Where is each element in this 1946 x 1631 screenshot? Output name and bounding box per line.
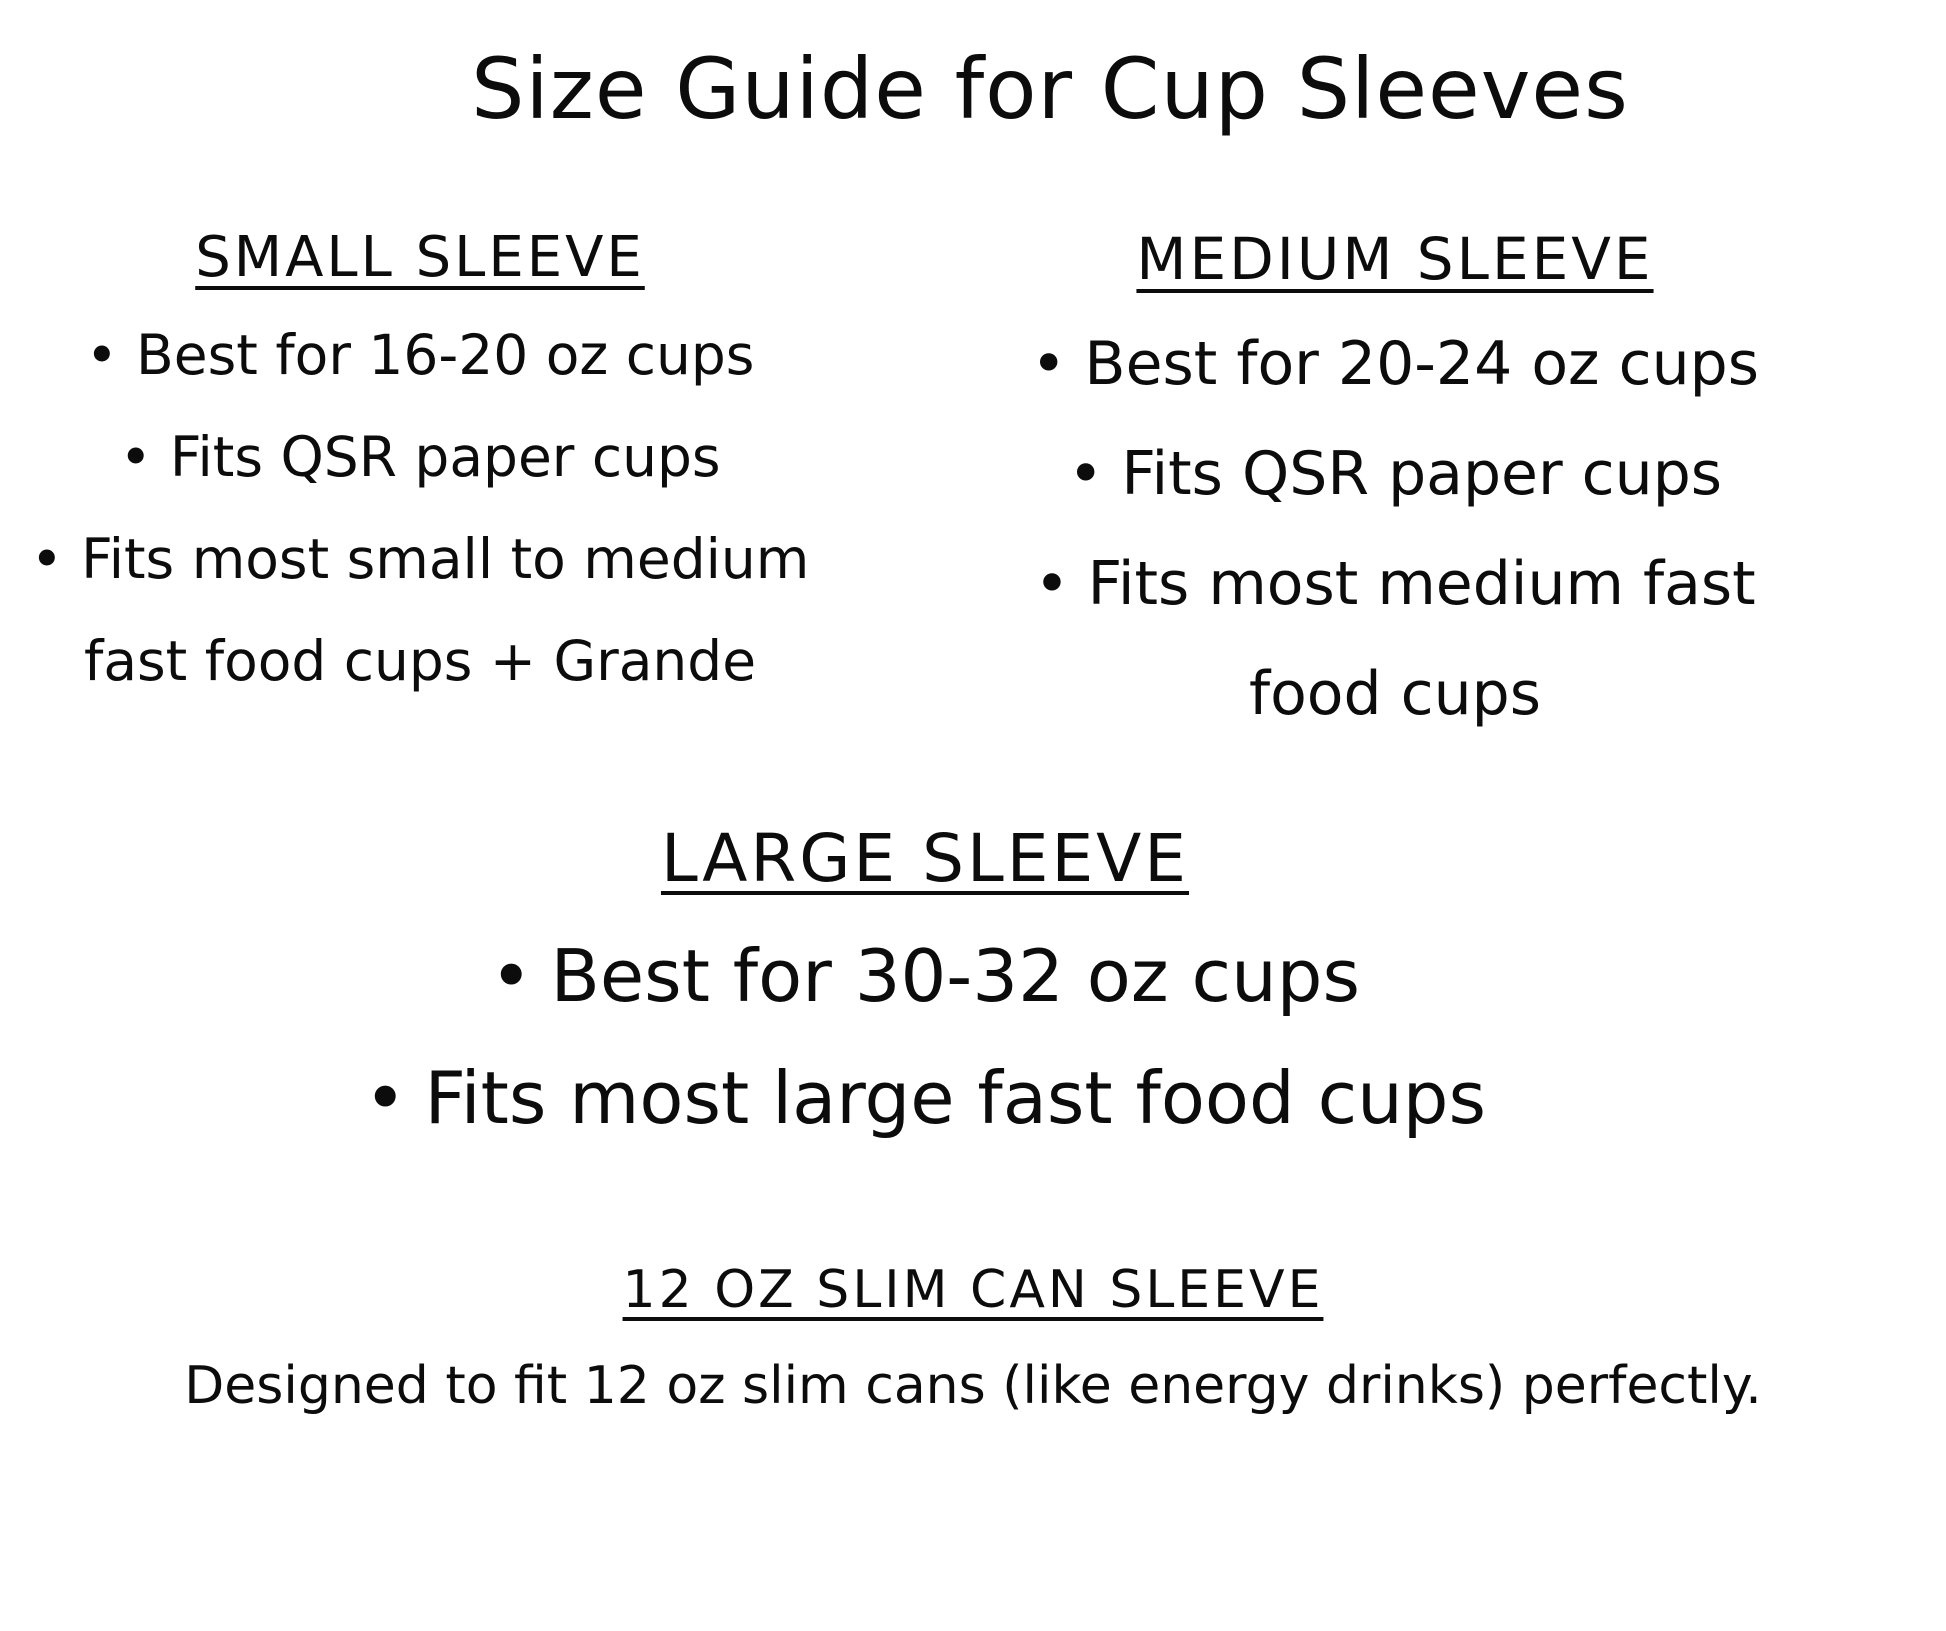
medium-sleeve-line-1: Best for 20-24 oz cups — [1084, 329, 1759, 399]
bullet-icon: • — [119, 425, 152, 489]
small-sleeve-section — [0, 225, 840, 712]
slim-can-sleeve-description: Designed to fit 12 oz slim cans (like energy drinks) perfectly. — [184, 1356, 1762, 1416]
medium-sleeve-heading: MEDIUM SLEEVE — [1136, 225, 1654, 293]
large-sleeve-bullet-1 — [340, 915, 1510, 1037]
medium-sleeve-bullet-1 — [985, 309, 1805, 419]
small-sleeve-line-3: Fits most small to medium — [81, 527, 810, 591]
page-title: Size Guide for Cup Sleeves — [471, 40, 1629, 138]
medium-sleeve-section — [985, 225, 1805, 749]
medium-sleeve-line-3: Fits most medium fast — [1087, 549, 1756, 619]
large-sleeve-bullet-2 — [340, 1037, 1510, 1159]
bullet-icon: • — [1034, 549, 1070, 619]
small-sleeve-bullet-3 — [0, 508, 840, 610]
medium-sleeve-bullet-3 — [985, 529, 1805, 639]
bullet-icon: • — [1067, 439, 1104, 509]
bullet-icon: • — [1031, 329, 1067, 399]
large-sleeve-section — [340, 820, 1510, 1159]
small-sleeve-line-4: fast food cups + Grande — [83, 629, 757, 693]
bullet-icon: • — [30, 527, 64, 591]
large-sleeve-line-2: Fits most large fast food cups — [424, 1056, 1486, 1140]
small-sleeve-bullet-1 — [0, 304, 840, 406]
large-sleeve-line-1: Best for 30-32 oz cups — [550, 934, 1360, 1018]
bullet-icon: • — [85, 323, 119, 387]
small-sleeve-line-1: Best for 16-20 oz cups — [136, 323, 755, 387]
slim-can-sleeve-heading: 12 OZ SLIM CAN SLEEVE — [622, 1260, 1324, 1320]
bullet-icon: • — [363, 1056, 407, 1140]
medium-sleeve-line-4: food cups — [1248, 659, 1542, 729]
medium-sleeve-bullet-2 — [985, 419, 1805, 529]
small-sleeve-heading: SMALL SLEEVE — [195, 225, 645, 290]
small-sleeve-line-2: Fits QSR paper cups — [169, 425, 721, 489]
slim-can-sleeve-section — [100, 1260, 1846, 1426]
small-sleeve-bullet-2 — [0, 406, 840, 508]
bullet-icon: • — [490, 934, 533, 1018]
large-sleeve-heading: LARGE SLEEVE — [660, 820, 1190, 897]
medium-sleeve-line-2: Fits QSR paper cups — [1121, 439, 1723, 509]
